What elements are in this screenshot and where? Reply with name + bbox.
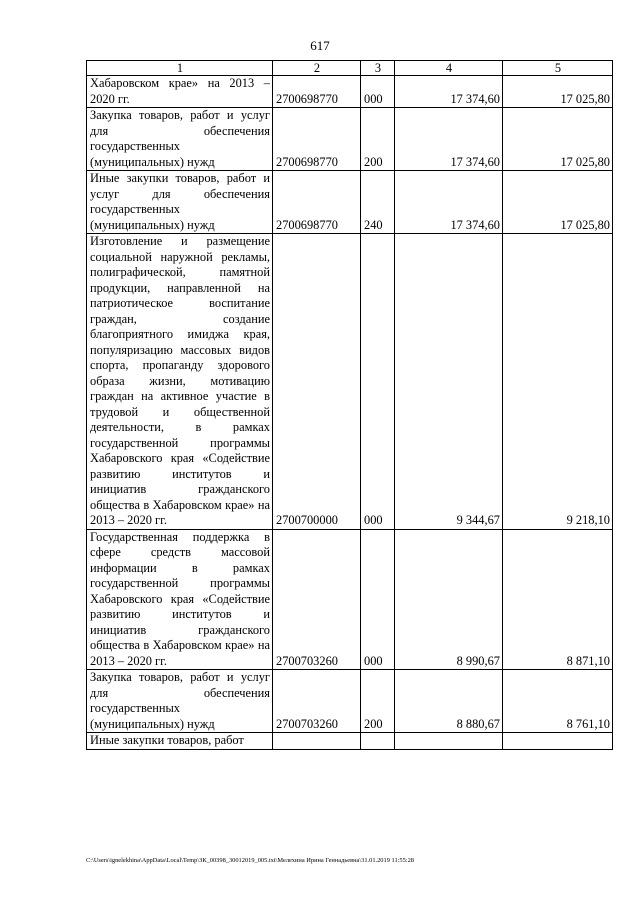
table-header-row (87, 61, 613, 76)
target-article-code: 2700700000 (273, 234, 361, 530)
expense-name: Хабаровском крае» на 2013 – 2020 гг. (87, 76, 273, 108)
amount-column-4: 17 374,60 (395, 76, 503, 108)
expense-name: Закупка товаров, работ и услуг для обеспечения государственных (муниципальных) нужд (87, 670, 273, 733)
amount-column-4: 9 344,67 (395, 234, 503, 530)
expense-type-code: 000 (361, 76, 395, 108)
amount-column-4: 17 374,60 (395, 171, 503, 234)
amount-column-5: 17 025,80 (503, 76, 613, 108)
amount-column-5: 17 025,80 (503, 108, 613, 171)
table-row (87, 108, 613, 171)
expense-type-code: 000 (361, 234, 395, 530)
amount-column-4: 8 880,67 (395, 670, 503, 733)
table-row (87, 234, 613, 530)
column-header-4: 4 (395, 61, 503, 76)
target-article-code: 2700698770 (273, 171, 361, 234)
table-row (87, 171, 613, 234)
budget-table (86, 60, 613, 750)
target-article-code: 2700703260 (273, 670, 361, 733)
expense-name: Изготовление и размещение социальной наружной рекламы, полиграфической, памятной продукции, направленной на патриотическое воспитание граждан, создание благоприятного имиджа края, популяризацию массовых видов спорта, пропаганду здорового образа жизни, мотивацию граждан на активное участие в трудовой и общественной деятельности, в рамках государственной программы Хабаровского края «Содействие развитию институтов и инициатив гражданского общества в Хабаровском крае» на 2013 – 2020 гг. (87, 234, 273, 530)
amount-column-5: 9 218,10 (503, 234, 613, 530)
expense-type-code: 200 (361, 108, 395, 171)
target-article-code (273, 733, 361, 750)
column-header-1: 1 (87, 61, 273, 76)
expense-name: Иные закупки товаров, работ и услуг для обеспечения государственных (муниципальных) нужд (87, 171, 273, 234)
expense-name: Государственная поддержка в сфере средств массовой информации в рамках государственной программы Хабаровского края «Содействие развитию институтов и инициатив гражданского общества в Хабаровском крае» на 2013 – 2020 гг. (87, 529, 273, 670)
expense-type-code: 000 (361, 529, 395, 670)
amount-column-4: 8 990,67 (395, 529, 503, 670)
expense-type-code: 240 (361, 171, 395, 234)
expense-type-code: 200 (361, 670, 395, 733)
amount-column-5: 8 871,10 (503, 529, 613, 670)
column-header-2: 2 (273, 61, 361, 76)
table-row (87, 733, 613, 750)
table-row (87, 529, 613, 670)
table-row (87, 670, 613, 733)
expense-type-code (361, 733, 395, 750)
target-article-code: 2700698770 (273, 108, 361, 171)
column-header-5: 5 (503, 61, 613, 76)
document-footer-path: C:\Users\ignelekhina\AppData\Local\Temp\ЗК_00398_30012019_005.txt\Мелехина Ирина Геннадьевна\31.01.2019 11:55:28 (86, 857, 414, 864)
page-number: 617 (310, 38, 330, 53)
expense-name: Иные закупки товаров, работ (87, 733, 273, 750)
table-row (87, 76, 613, 108)
target-article-code: 2700703260 (273, 529, 361, 670)
amount-column-5 (503, 733, 613, 750)
amount-column-4 (395, 733, 503, 750)
target-article-code: 2700698770 (273, 76, 361, 108)
amount-column-4: 17 374,60 (395, 108, 503, 171)
amount-column-5: 8 761,10 (503, 670, 613, 733)
amount-column-5: 17 025,80 (503, 171, 613, 234)
expense-name: Закупка товаров, работ и услуг для обеспечения государственных (муниципальных) нужд (87, 108, 273, 171)
column-header-3: 3 (361, 61, 395, 76)
